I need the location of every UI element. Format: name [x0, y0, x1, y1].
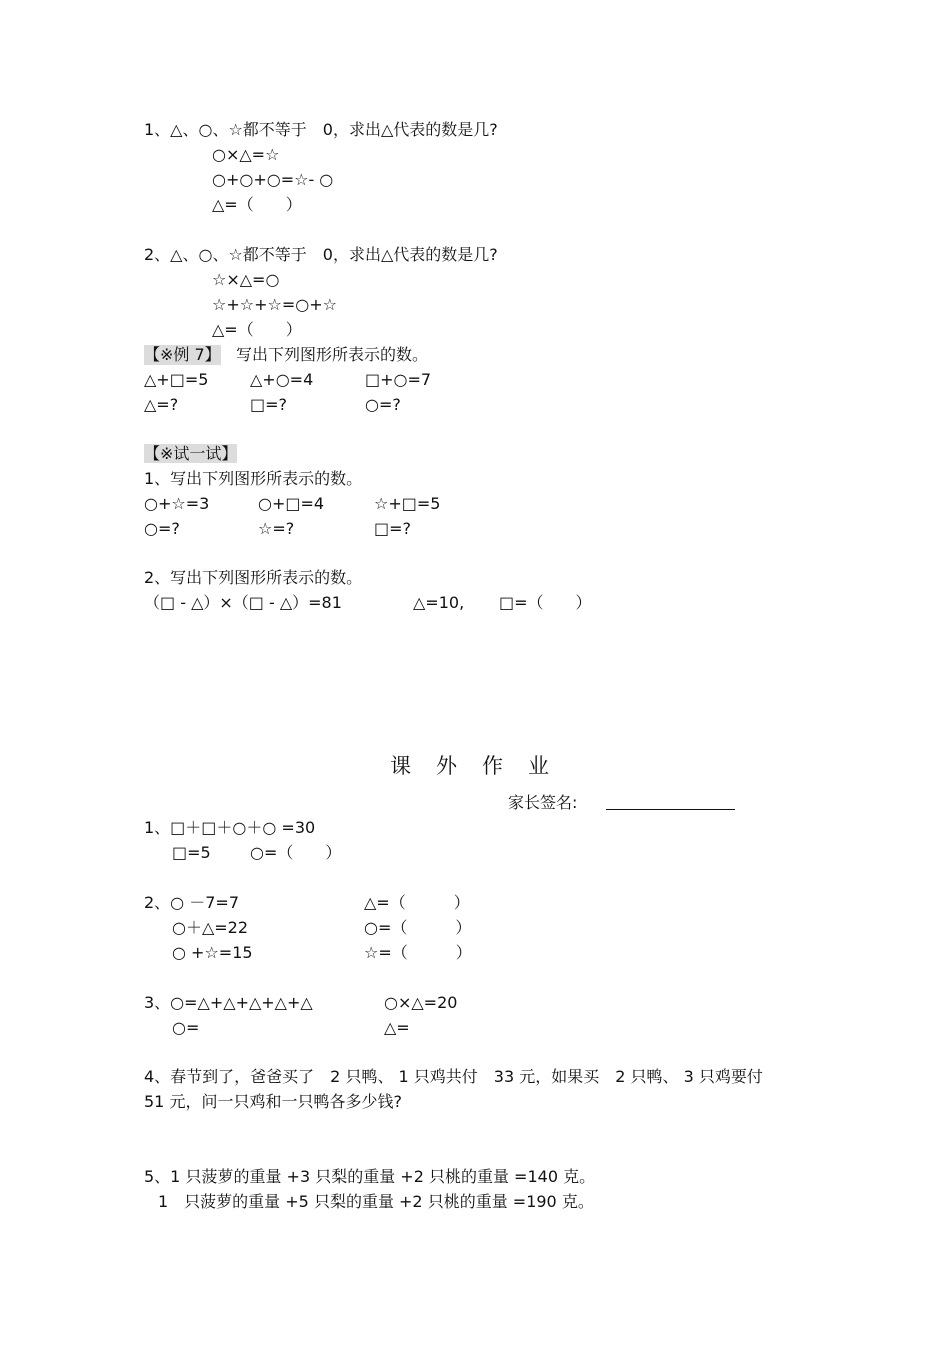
hw-q5-line-1: 5、1 只菠萝的重量 +3 只梨的重量 +2 只桃的重量 =140 克。 [144, 1167, 596, 1186]
try-tag-text: 【※试一试】 [144, 444, 238, 463]
try-q1-eq-1: ○+☆=3 [144, 494, 210, 513]
q1-equation-2: ○+○+○=☆- ○ [212, 170, 334, 189]
homework-title: 课 外 作 业 [390, 754, 551, 778]
try-q2-given: △=10, [413, 593, 465, 612]
try-q2-answer: □=（ ） [499, 593, 592, 612]
try-q1-ask-3: □=? [374, 519, 412, 538]
example-7-eq-2: △+○=4 [250, 370, 314, 389]
hw-q1-equation: 1、□＋□＋○＋○ =30 [144, 818, 316, 837]
try-q1-ask-1: ○=? [144, 519, 180, 538]
try-q2-equation: （□ - △）×（□ - △）=81 [144, 593, 342, 612]
example-7-ask-1: △=? [144, 395, 179, 414]
hw-q2-answer-3: ☆=（ ） [364, 943, 472, 962]
hw-q2-answer-2: ○=（ ） [364, 918, 472, 937]
q1-answer: △=（ ） [212, 195, 302, 214]
try-tag [144, 444, 237, 464]
try-q1-eq-3: ☆+□=5 [374, 494, 441, 513]
example-7-text: 写出下列图形所表示的数。 [236, 345, 429, 364]
try-q2-title: 2、写出下列图形所表示的数。 [144, 568, 363, 587]
hw-q2-equation-1: 2、○ －7=7 [144, 893, 239, 912]
hw-q3-equation-1: 3、○=△+△+△+△+△ [144, 993, 313, 1012]
try-q1-eq-2: ○+□=4 [258, 494, 325, 513]
hw-q3-equation-2: ○×△=20 [384, 993, 458, 1012]
example-7-eq-1: △+□=5 [144, 370, 209, 389]
hw-q1-given: □=5 [172, 843, 211, 862]
q1-equation-1: ○×△=☆ [212, 145, 280, 164]
hw-q3-answer-2: △= [384, 1018, 410, 1037]
parent-signature-line[interactable] [606, 809, 735, 810]
try-q1-ask-2: ☆=? [258, 519, 295, 538]
hw-q2-equation-3: ○ +☆=15 [172, 943, 253, 962]
example-7-eq-3: □+○=7 [365, 370, 432, 389]
example-7-ask-2: □=? [250, 395, 288, 414]
hw-q4-line-1: 4、春节到了，爸爸买了 2 只鸭、 1 只鸡共付 33 元，如果买 2 只鸭、 3 只鸡要付 [144, 1067, 763, 1086]
q1-title: 1、△、○、☆都不等于 0，求出△代表的数是几? [144, 120, 498, 139]
try-q1-title: 1、写出下列图形所表示的数。 [144, 469, 363, 488]
q2-equation-1: ☆×△=○ [212, 270, 280, 289]
parent-signature-label: 家长签名: [508, 793, 578, 812]
hw-q2-answer-1: △=（ ） [364, 893, 470, 912]
hw-q3-answer-1: ○= [172, 1018, 200, 1037]
q2-equation-2: ☆+☆+☆=○+☆ [212, 295, 337, 314]
hw-q1-answer: ○=（ ） [250, 843, 342, 862]
hw-q2-equation-2: ○＋△=22 [172, 918, 249, 937]
q2-title: 2、△、○、☆都不等于 0，求出△代表的数是几? [144, 245, 498, 264]
example-7-tag: 【※例 7】 [144, 345, 221, 364]
hw-q5-line-2: 1 只菠萝的重量 +5 只梨的重量 +2 只桃的重量 =190 克。 [158, 1192, 594, 1211]
hw-q4-line-2: 51 元，问一只鸡和一只鸭各多少钱? [144, 1092, 402, 1111]
example-7-ask-3: ○=? [365, 395, 401, 414]
q2-answer: △=（ ） [212, 320, 302, 339]
